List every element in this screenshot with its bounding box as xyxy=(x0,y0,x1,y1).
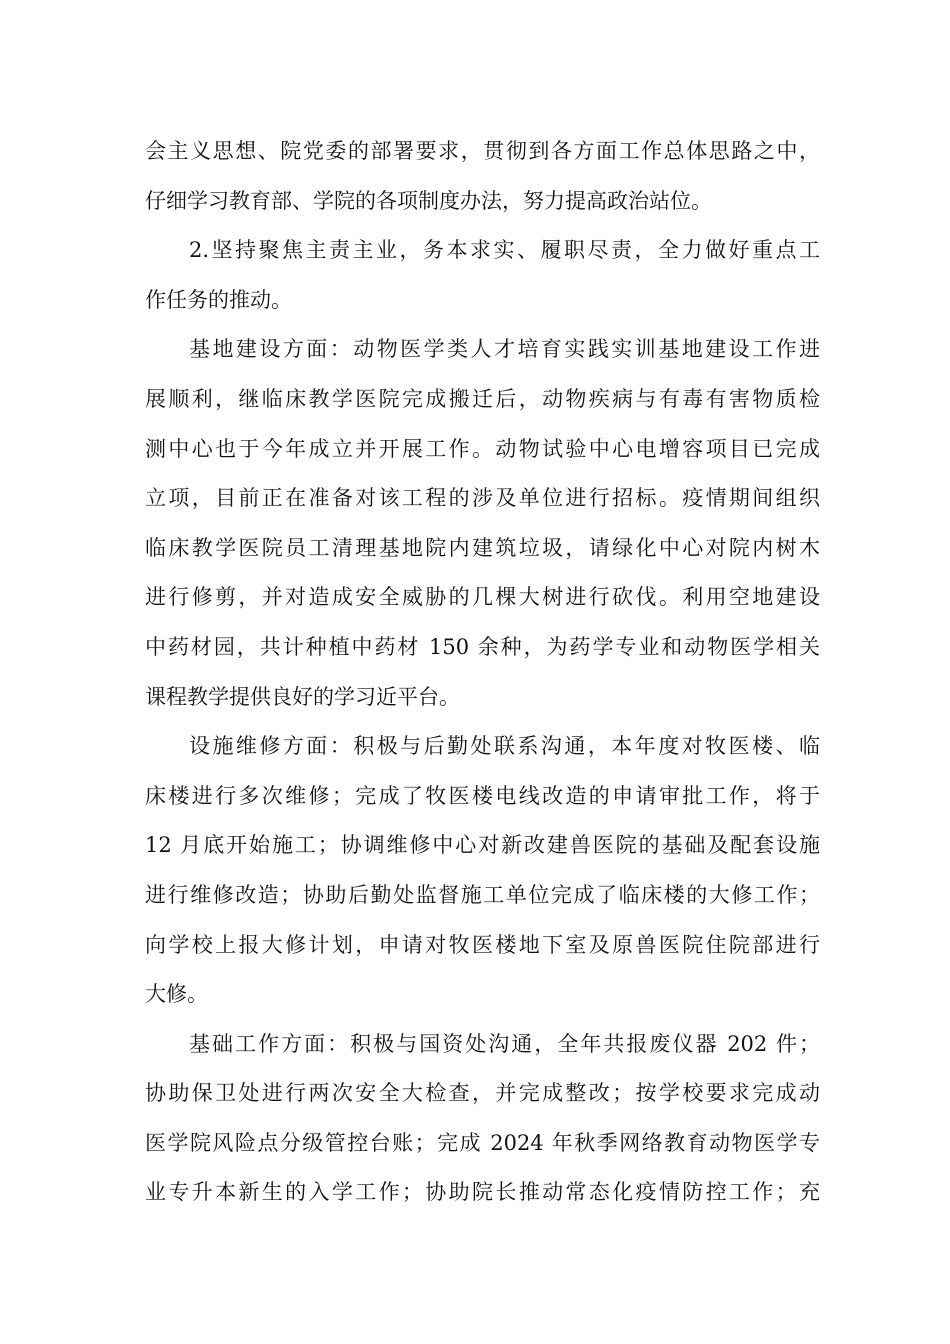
text-line: 测中心也于今年成立并开展工作。动物试验中心电增容项目已完成 xyxy=(145,436,820,461)
text-line: 课程教学提供良好的学习近平台。 xyxy=(145,684,460,709)
text-line: 12 月底开始施工；协调维修中心对新改建兽医院的基础及配套设施 xyxy=(145,833,820,858)
text-line: 作任务的推动。 xyxy=(145,287,292,312)
text-line: 进行维修改造；协助后勤处监督施工单位完成了临床楼的大修工作； xyxy=(145,882,820,907)
text-line: 医学院风险点分级管控台账；完成 2024 年秋季网络教育动物医学专 xyxy=(145,1130,820,1155)
document-body xyxy=(145,127,820,1218)
text-line: 仔细学习教育部、学院的各项制度办法，努力提高政治站位。 xyxy=(145,188,712,213)
text-line: 业专升本新生的入学工作；协助院长推动常态化疫情防控工作；充 xyxy=(145,1180,820,1205)
text-line: 基础工作方面：积极与国资处沟通，全年共报废仪器 202 件； xyxy=(189,1031,820,1056)
text-line: 会主义思想、院党委的部署要求，贯彻到各方面工作总体思路之中， xyxy=(145,139,820,163)
text-line: 协助保卫处进行两次安全大检查，并完成整改；按学校要求完成动 xyxy=(145,1081,820,1106)
text-line: 进行修剪，并对造成安全威胁的几棵大树进行砍伐。利用空地建设 xyxy=(145,585,820,610)
text-line: 2.坚持聚焦主责主业，务本求实、履职尽责，全力做好重点工 xyxy=(189,238,820,263)
text-line: 中药材园，共计种植中药材 150 余种，为药学专业和动物医学相关 xyxy=(145,634,820,659)
text-line: 设施维修方面：积极与后勤处联系沟通，本年度对牧医楼、临 xyxy=(189,734,820,759)
text-line: 基地建设方面：动物医学类人才培育实践实训基地建设工作进 xyxy=(189,337,820,362)
text-line: 床楼进行多次维修；完成了牧医楼电线改造的申请审批工作，将于 xyxy=(145,783,820,808)
text-line: 立项，目前正在准备对该工程的涉及单位进行招标。疫情期间组织 xyxy=(145,486,820,511)
text-line: 大修。 xyxy=(145,982,208,1007)
text-line: 向学校上报大修计划，申请对牧医楼地下室及原兽医院住院部进行 xyxy=(145,932,820,957)
text-line: 临床教学医院员工清理基地院内建筑垃圾，请绿化中心对院内树木 xyxy=(145,535,820,560)
text-line: 展顺利，继临床教学医院完成搬迁后，动物疾病与有毒有害物质检 xyxy=(145,386,820,411)
